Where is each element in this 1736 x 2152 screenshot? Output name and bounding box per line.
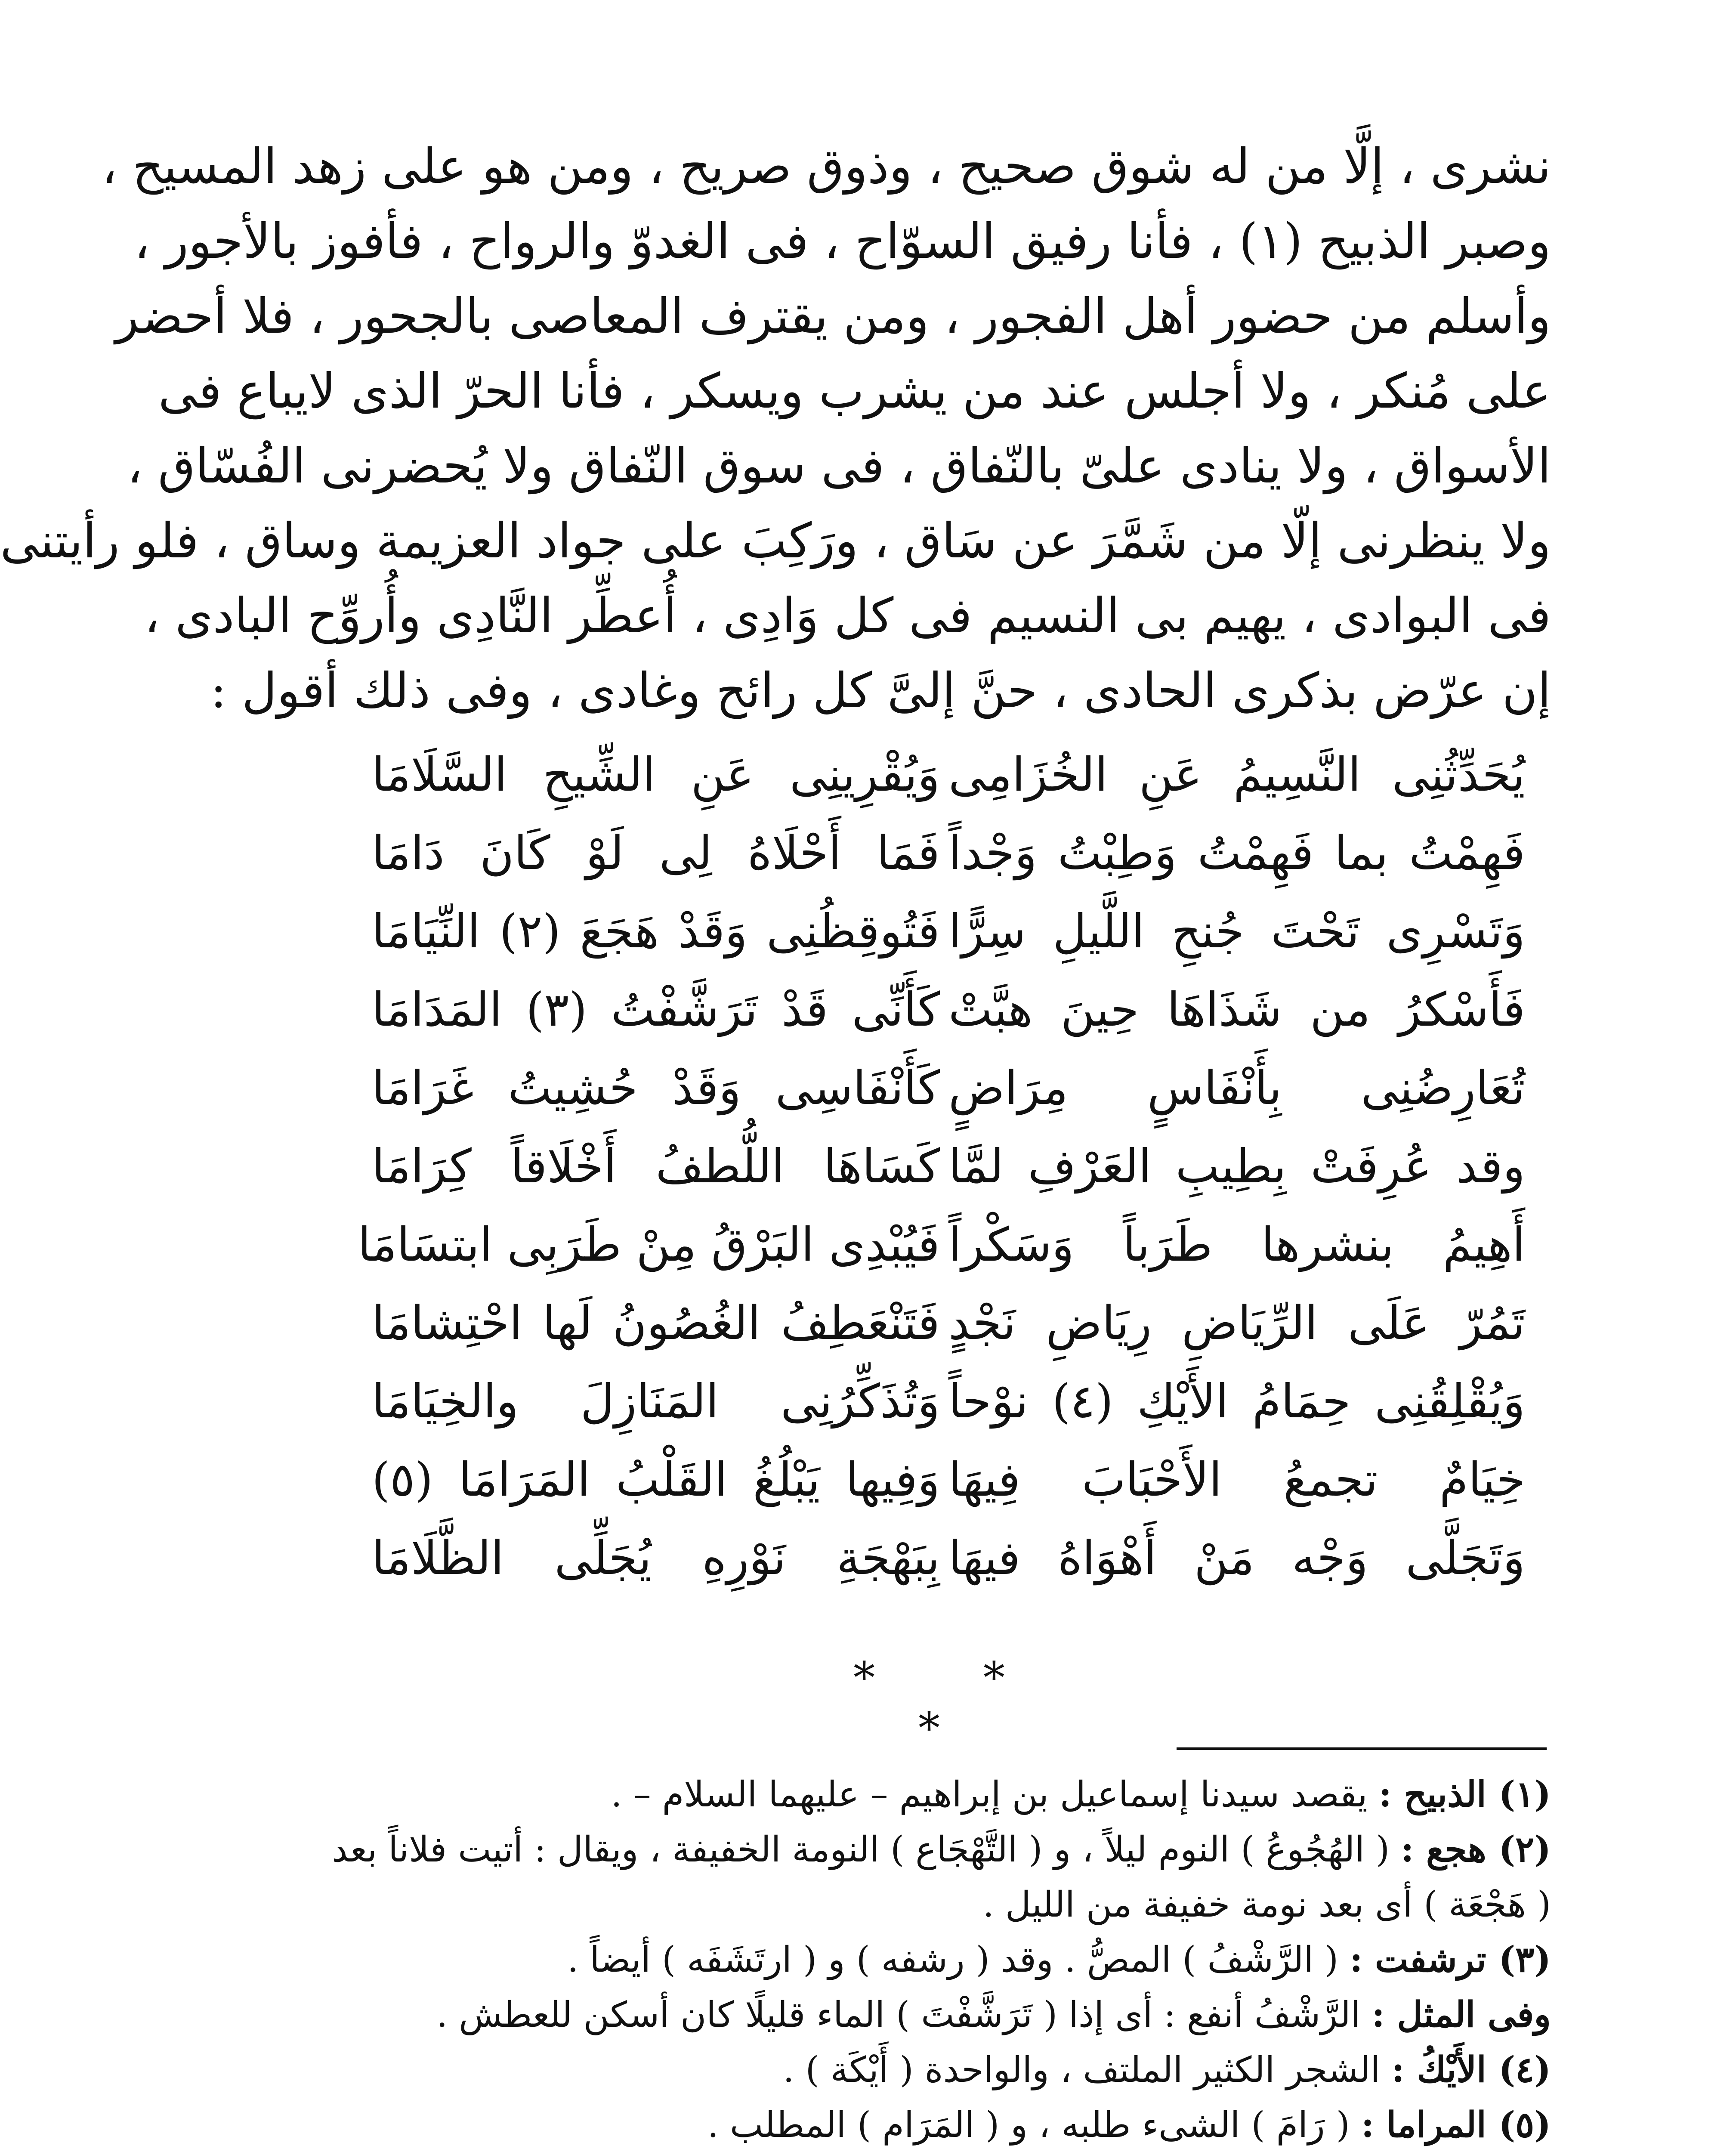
verse-second-hemistich: فَتَنْعَطِفُ الغُصُونُ لَها احْتِشامَا — [372, 1296, 940, 1350]
footnotes — [331, 1767, 1551, 2152]
footnote — [355, 2097, 1551, 2152]
prose-line: إن عرّض بذكرى الحادى ، حنَّ إلىَّ كل رائح وغادى ، وفى ذلك أقول : — [210, 663, 1551, 719]
prose-line: ولا ينظرنى إلّا من شَمَّرَ عن سَاق ، ورَكِبَ على جواد العزيمة وساق ، فلو رأيتنى — [0, 513, 1551, 569]
verse-first-hemistich: وَتَجَلَّى وَجْه مَنْ أَهْوَاهُ فيهَا — [948, 1531, 1525, 1585]
footnote — [355, 2042, 1551, 2097]
footnote — [355, 1932, 1551, 1987]
verse-first-hemistich: فَأَسْكرُ من شَذَاهَا حِينَ هبَّتْ — [948, 983, 1525, 1037]
verse-first-hemistich: خِيَامٌ تجمعُ الأَحْبَابَ فِيهَا — [948, 1453, 1525, 1507]
verse-first-hemistich: وَيُقْلِقُنِى حِمَامُ الأَيْكِ (٤) نوْحاً — [948, 1375, 1525, 1428]
footnote-text: يقصد سيدنا إسماعيل بن إبراهيم – عليهما السلام – . — [611, 1774, 1379, 1815]
footnote-text: ( الهُجُوعُ ) النوم ليلاً ، و ( التَّهْجَاع ) النومة الخفيفة ، ويقال : أتيت فلاناً بعد — [331, 1829, 1401, 1870]
poem-verse — [355, 1363, 1551, 1441]
verse-first-hemistich: يُحَدِّثُنِى النَّسِيمُ عَنِ الخُزَامِى — [948, 748, 1525, 802]
verse-second-hemistich: فَمَا أَحْلَاهُ لِى لَوْ كَانَ دَامَا — [372, 826, 940, 880]
poem-verse — [355, 971, 1551, 1049]
prose-line: الأسواق ، ولا ينادى علىّ بالنّفاق ، فى سوق النّفاق ولا يُحضرنى الفُسّاق ، — [127, 438, 1551, 494]
footnote-text: الرَّشْفُ أنفع : أى إذا ( تَرَشَّفْتَ ) الماء قليلًا كان أسكن للعطش . — [436, 1994, 1372, 2035]
footnote-term: (١) الذبيح : — [1378, 1774, 1551, 1815]
footnote-continuation — [355, 1877, 1551, 1932]
footnote-term: (٥) المراما : — [1361, 2104, 1551, 2146]
verse-first-hemistich: أَهِيمُ بنشرها طَرَباً وَسَكْراً — [948, 1218, 1525, 1272]
verse-first-hemistich: تُعَارِضُنِى بِأَنْفَاسٍ مِرَاضٍ — [948, 1061, 1525, 1115]
footnote-text: ( هَجْعَة ) أى بعد نومة خفيفة من الليل . — [982, 1884, 1551, 1925]
poem-verse — [355, 736, 1551, 814]
poem-verse — [355, 1206, 1551, 1284]
verse-first-hemistich: وَتَسْرِى تَحْتَ جُنحِ اللَّيلِ سِرًّا — [948, 905, 1525, 959]
prose-line: على مُنكر ، ولا أجلس عند من يشرب ويسكر ، فأنا الحرّ الذى لايباع فى — [158, 363, 1551, 419]
footnote-term: (٣) ترشفت : — [1350, 1939, 1551, 1980]
footnote-text: الشجر الكثير الملتف ، والواحدة ( أَيْكَة ) . — [783, 2050, 1392, 2090]
poem-verse — [355, 1284, 1551, 1363]
verse-second-hemistich: كَسَاهَا اللُّطفُ أَخْلَاقاً كِرَامَا — [372, 1140, 940, 1193]
poem-verse — [355, 1128, 1551, 1206]
verse-second-hemistich: بِبَهْجَةِ نَوْرِهِ يُجَلِّى الظَّلَامَا — [372, 1531, 940, 1585]
footnote — [355, 1987, 1551, 2042]
footnote-term: (٢) هجع : — [1401, 1829, 1551, 1870]
prose-line: نشرى ، إلَّا من له شوق صحيح ، وذوق صريح ، ومن هو على زهد المسيح ، — [101, 139, 1551, 195]
poem-verse — [355, 893, 1551, 971]
footnote-term: وفى المثل : — [1372, 1994, 1551, 2035]
verse-first-hemistich: تَمُرّ عَلَى الرِّيَاضِ رِيَاضِ نَجْدٍ — [948, 1296, 1525, 1350]
poem — [355, 736, 1551, 1598]
verse-second-hemistich: وَتُذَكِّرُنِى المَنَازِلَ والخِيَامَا — [372, 1375, 940, 1428]
prose-line: وأسلم من حضور أهل الفجور ، ومن يقترف المعاصى بالجحور ، فلا أحضر — [115, 288, 1551, 344]
prose-line: فى البوادى ، يهيم بى النسيم فى كل وَادِى ، أُعطِّر النَّادِى وأُروِّح البادى ، — [144, 588, 1551, 644]
footnote — [355, 1767, 1551, 1822]
verse-second-hemistich: وَيُقْرِينِى عَنِ الشِّيحِ السَّلَامَا — [372, 748, 940, 802]
verse-first-hemistich: فَهِمْتُ بما فَهِمْتُ وَطِبْتُ وَجْداً — [948, 826, 1525, 880]
poem-verse — [355, 1519, 1551, 1598]
footnote-term: (٤) الأَيْكُ : — [1391, 2049, 1551, 2090]
prose-line: وصبر الذبيح (١) ، فأنا رفيق السوّاح ، فى الغدوّ والرواح ، فأفوز بالأجور ، — [134, 213, 1551, 269]
footnote — [331, 1822, 1551, 1877]
verse-second-hemistich: فَيُبْدِى البَرْقُ مِنْ طَرَبِى ابتسَامَا — [358, 1218, 940, 1272]
verse-second-hemistich: كَأَنِّى قَدْ تَرَشَّفْتُ (٣) المَدَامَا — [372, 983, 940, 1037]
prose-paragraph — [0, 129, 1551, 728]
section-divider-stars: * * * — [853, 1653, 1052, 1753]
poem-verse — [355, 814, 1551, 893]
verse-second-hemistich: فَتُوقِظُنِى وَقَدْ هَجَعَ (٢) النِّيَامَا — [372, 905, 940, 959]
footnote-text: ( رَامَ ) الشىء طلبه ، و ( المَرَام ) المطلب . — [707, 2105, 1361, 2146]
poem-verse — [355, 1441, 1551, 1519]
poem-verse — [355, 1049, 1551, 1128]
footnote-text: ( الرَّشْفُ ) المصُّ . وقد ( رشفه ) و ( ارتَشَفَه ) أيضاً . — [567, 1939, 1350, 1980]
verse-first-hemistich: وقد عُرِفَتْ بِطِيبِ العَرْفِ لمَّا — [948, 1140, 1525, 1193]
verse-second-hemistich: وَفِيها يَبْلُغُ القَلْبُ المَرَامَا (٥) — [372, 1453, 940, 1507]
verse-second-hemistich: كَأَنْفَاسِى وَقَدْ حُشِيتُ غَرَامَا — [372, 1061, 940, 1115]
footnote-separator — [1177, 1747, 1547, 1750]
